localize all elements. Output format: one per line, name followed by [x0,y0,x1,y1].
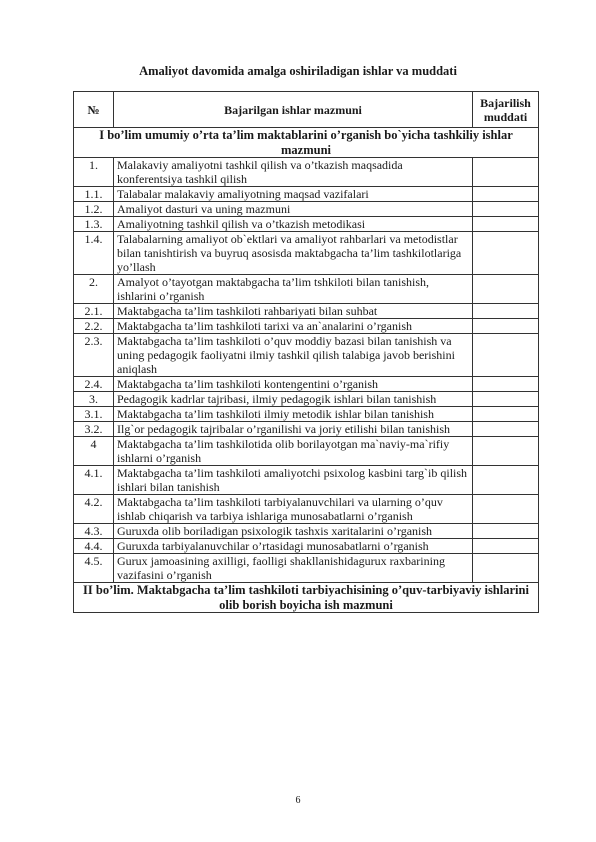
section-1-title: I bo’lim umumiy o’rta ta’lim maktablarini o’rganish bo`yicha tashkiliy ishlar mazmuni [74,128,539,158]
table-row [74,377,539,392]
table-row [74,466,539,495]
header-deadline: Bajarilish muddati [473,92,539,128]
row-deadline [473,437,539,466]
row-content: Talabalar malakaviy amaliyotning maqsad vazifalari [114,187,473,202]
row-number: 4.4. [74,539,114,554]
row-content: Amaliyotning tashkil qilish va o’tkazish metodikasi [114,217,473,232]
row-number: 4.3. [74,524,114,539]
row-number: 4.1. [74,466,114,495]
table-row [74,437,539,466]
table-row [74,158,539,187]
row-content: Maktabgacha ta’lim tashkiloti rahbariyati bilan suhbat [114,304,473,319]
table-row [74,232,539,275]
section-2-row [74,583,539,613]
row-deadline [473,187,539,202]
header-number: № [74,92,114,128]
row-deadline [473,202,539,217]
row-number: 2.3. [74,334,114,377]
row-content: Malakaviy amaliyotni tashkil qilish va o’tkazish maqsadida konferentsiya tashkil qilish [114,158,473,187]
row-content: Maktabgacha ta’lim tashkiloti amaliyotchi psixolog kasbini targ`ib qilish ishlari bilan tanishish [114,466,473,495]
row-deadline [473,334,539,377]
row-content: Maktabgacha ta’lim tashkiloti ilmiy metodik ishlar bilan tanishish [114,407,473,422]
row-content: Maktabgacha ta’lim tashkiloti tarixi va an`analarini o’rganish [114,319,473,334]
row-deadline [473,304,539,319]
row-number: 1.2. [74,202,114,217]
section-2-title: II bo’lim. Maktabgacha ta’lim tashkiloti tarbiyachisining o’quv-tarbiyaviy ishlarini olib borish boyicha ish mazmuni [74,583,539,613]
row-deadline [473,217,539,232]
row-number: 4 [74,437,114,466]
work-plan-table [73,91,539,613]
row-deadline [473,495,539,524]
row-deadline [473,158,539,187]
row-content: Guruxda tarbiyalanuvchilar o’rtasidagi munosabatlarni o’rganish [114,539,473,554]
row-number: 2.1. [74,304,114,319]
row-number: 3. [74,392,114,407]
row-number: 4.5. [74,554,114,583]
row-content: Maktabgacha ta’lim tashkiloti tarbiyalanuvchilari va ularning o’quv ishlab chiqarish va tarbiya ishlariga munosabatlarni o’rganish [114,495,473,524]
row-number: 2.2. [74,319,114,334]
row-content: Talabalarning amaliyot ob`ektlari va amaliyot rahbarlari va metodistlar bilan tanishtirish va buyruq asosisda maktabgacha ta’lim tashkilotlariga yo’llash [114,232,473,275]
row-number: 1.4. [74,232,114,275]
row-deadline [473,377,539,392]
row-content: Pedagogik kadrlar tajribasi, ilmiy pedagogik ishlari bilan tanishish [114,392,473,407]
row-content: Amalyot o’tayotgan maktabgacha ta’lim tshkiloti bilan tanishish, ishlarini o’rganish [114,275,473,304]
row-number: 2.4. [74,377,114,392]
table-header-row [74,92,539,128]
row-content: Gurux jamoasining axilligi, faolligi shakllanishidagurux raxbarining vazifasini o’rganish [114,554,473,583]
row-number: 3.2. [74,422,114,437]
table-row [74,304,539,319]
table-row [74,554,539,583]
row-number: 3.1. [74,407,114,422]
table-row [74,495,539,524]
row-deadline [473,319,539,334]
row-number: 2. [74,275,114,304]
row-number: 4.2. [74,495,114,524]
table-row [74,422,539,437]
table-row [74,319,539,334]
row-deadline [473,539,539,554]
table-row [74,407,539,422]
row-deadline [473,392,539,407]
table-row [74,334,539,377]
row-content: Guruxda olib boriladigan psixologik tashxis xaritalarini o’rganish [114,524,473,539]
page-title: Amaliyot davomida amalga oshiriladigan ishlar va muddati [139,64,457,78]
table-row [74,217,539,232]
row-deadline [473,524,539,539]
row-number: 1.1. [74,187,114,202]
row-deadline [473,554,539,583]
row-content: Maktabgacha ta’lim tashkiloti kontengentini o’rganish [114,377,473,392]
row-content: Maktabgacha ta’lim tashkilotida olib borilayotgan ma`naviy-ma`rifiy ishlarni o’rganish [114,437,473,466]
row-deadline [473,232,539,275]
page-number: 6 [295,795,301,806]
table-row [74,187,539,202]
table-row [74,202,539,217]
row-deadline [473,422,539,437]
row-content: Maktabgacha ta’lim tashkiloti o’quv moddiy bazasi bilan tanishish va uning pedagogik faoliyatni ilmiy tashkil qilish talabiga javob berishini aniqlash [114,334,473,377]
row-content: Ilg`or pedagogik tajribalar o’rganilishi va joriy etilishi bilan tanishish [114,422,473,437]
row-number: 1.3. [74,217,114,232]
row-deadline [473,407,539,422]
header-content: Bajarilgan ishlar mazmuni [114,92,473,128]
table-row [74,275,539,304]
row-number: 1. [74,158,114,187]
section-1-row [74,128,539,158]
row-content: Amaliyot dasturi va uning mazmuni [114,202,473,217]
row-deadline [473,275,539,304]
row-deadline [473,466,539,495]
table-row [74,392,539,407]
table-row [74,539,539,554]
table-row [74,524,539,539]
